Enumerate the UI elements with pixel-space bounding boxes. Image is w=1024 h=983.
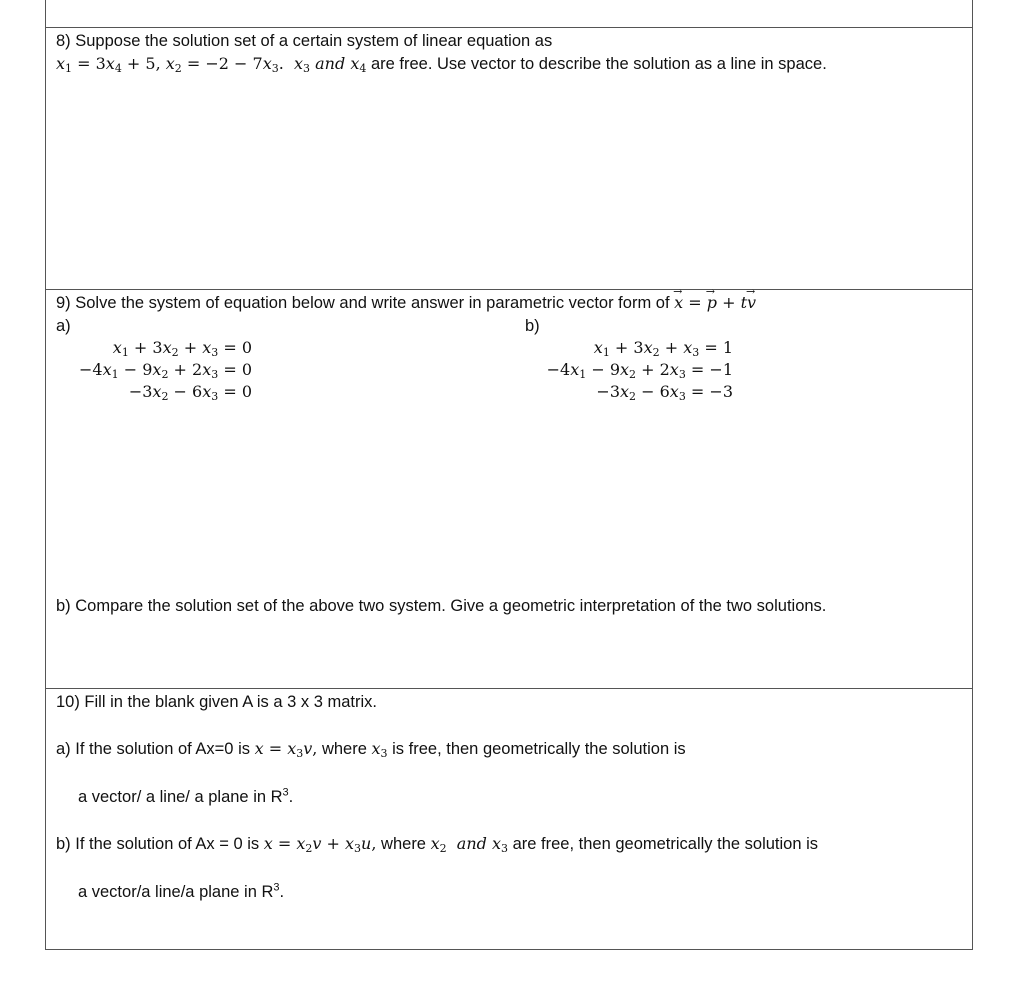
question-10a-solution: $x = x_3v$, [254, 739, 318, 760]
question-8-line1: 8) Suppose the solution set of a certain system of linear equation as [56, 32, 553, 50]
part-a-label: a) [56, 317, 71, 335]
system-a-eq3: $-3x_2 - 6x_3 = 0$ [128, 382, 252, 403]
question-8-line2-text: are free. Use vector to describe the solution as a line in space. [370, 55, 827, 73]
system-a-eq1: $x_1 + 3x_2 + x_3 = 0$ [112, 338, 252, 359]
question-8-line2 [56, 54, 827, 74]
question-10b-options: a vector/a line/a plane in $R^3$. [78, 881, 285, 901]
system-a [79, 337, 252, 403]
question-9-heading-line [56, 293, 756, 313]
system-b-eq1: $x_1 + 3x_2 + x_3 = 1$ [593, 338, 733, 359]
question-8-equation: $x_1 = 3x_4 + 5$, $x_2 = -2 - 7x_3$. $x_3$ and $x_4$ [56, 54, 367, 75]
question-9-heading: 9) Solve the system of equation below and write answer in parametric vector form of [56, 294, 670, 312]
question-10-cell [45, 688, 973, 950]
compare-question: b) Compare the solution set of the above two system. Give a geometric interpretation of the two solutions. [56, 597, 827, 615]
question-10-heading: 10) Fill in the blank given A is a 3 x 3 matrix. [56, 693, 377, 711]
part-b-label: b) [525, 317, 540, 335]
parametric-vector-form: → x = → p + t→ v [674, 293, 756, 312]
system-b-eq3: $-3x_2 - 6x_3 = -3$ [596, 382, 733, 403]
question-10a-options: a vector/ a line/ a plane in $R^3$. [78, 786, 294, 806]
question-10b: b) If the solution of Ax = 0 is $x = x_2v + x_3u$, where $x_2$ and $x_3$ are free, then geometrically the solution is [56, 834, 819, 855]
system-b [547, 337, 733, 403]
system-a-eq2: $-4x_1 - 9x_2 + 2x_3 = 0$ [79, 360, 252, 381]
system-b-eq2: $-4x_1 - 9x_2 + 2x_3 = -1$ [546, 360, 733, 381]
top-table-cell [45, 0, 973, 28]
question-10a: a) If the solution of Ax=0 is $x = x_3v$, where $x_3$ is free, then geometrically the solution is [56, 739, 686, 760]
question-10b-solution: $x = x_2v + x_3u$, [263, 834, 377, 855]
